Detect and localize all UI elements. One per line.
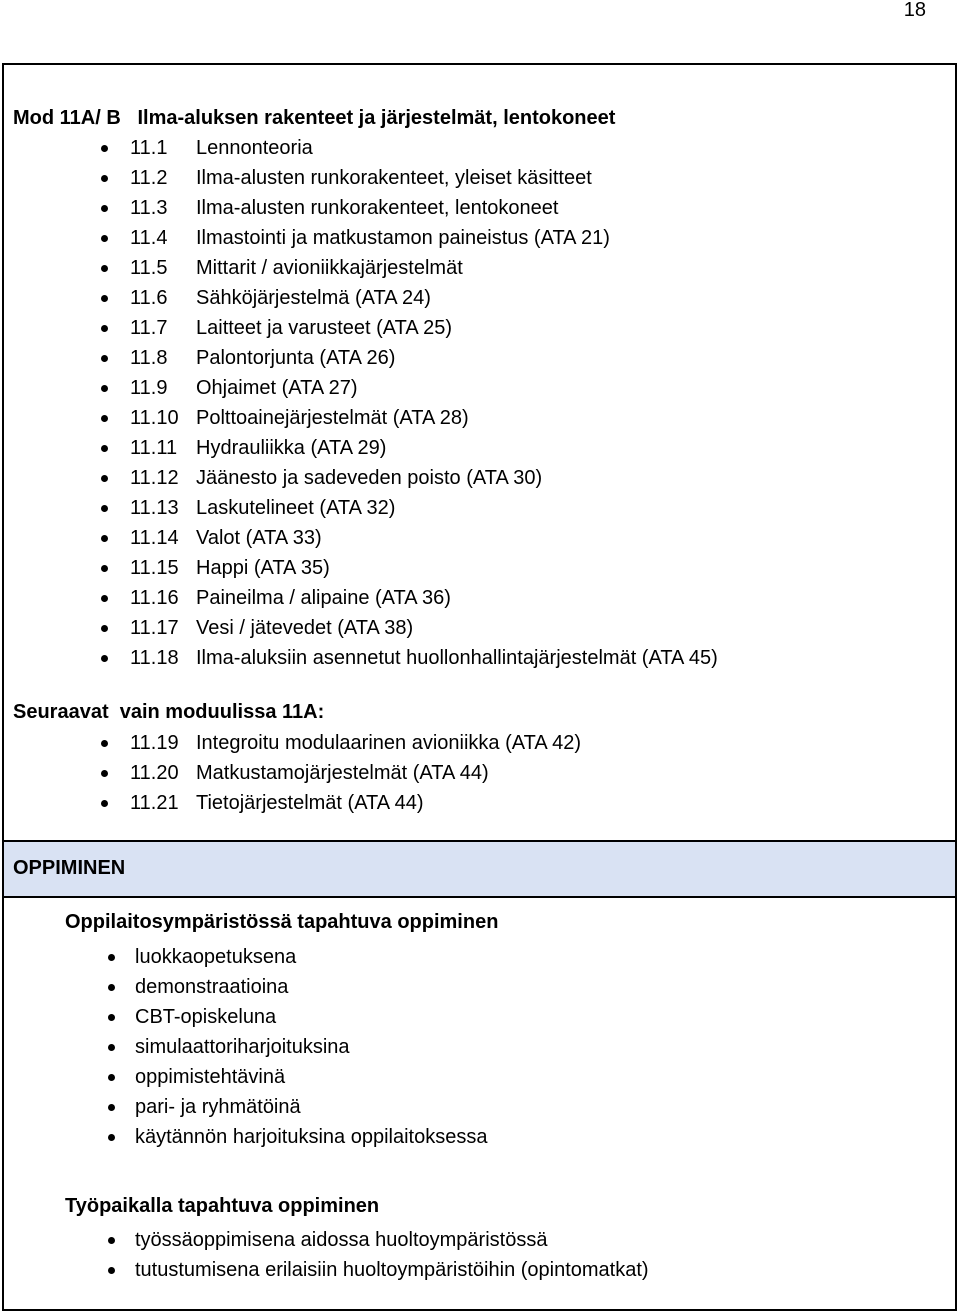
bullet-icon: [108, 1134, 115, 1141]
school-learning-list: [4, 942, 944, 1152]
learning-header-band: [4, 842, 955, 898]
list-item: [4, 223, 944, 253]
list-item: [4, 1032, 944, 1062]
item-text: Sähköjärjestelmä (ATA 24): [196, 287, 431, 309]
item-number: 11.15: [130, 557, 179, 579]
item-text: Ohjaimet (ATA 27): [196, 377, 358, 399]
bullet-icon: [101, 595, 108, 602]
list-item: [4, 1062, 944, 1092]
item-text: Jäänesto ja sadeveden poisto (ATA 30): [196, 467, 543, 489]
list-item: [4, 942, 944, 972]
bullet-icon: [101, 205, 108, 212]
item-text: luokkaopetuksena: [135, 946, 297, 968]
bullet-icon: [101, 535, 108, 542]
list-item: [4, 493, 944, 523]
list-item: [4, 283, 944, 313]
module-topic-list: [4, 133, 944, 673]
list-item: [4, 1225, 944, 1255]
item-number: 11.3: [130, 197, 168, 219]
list-item: [4, 728, 944, 758]
bullet-icon: [101, 235, 108, 242]
item-text: Ilma-alusten runkorakenteet, yleiset käsitteet: [196, 167, 592, 189]
bullet-icon: [108, 984, 115, 991]
module-section: [4, 65, 955, 842]
item-number: 11.10: [130, 407, 179, 429]
item-text: Laskutelineet (ATA 32): [196, 497, 396, 519]
item-number: 11.6: [130, 287, 168, 309]
bullet-icon: [101, 415, 108, 422]
list-item: [4, 463, 944, 493]
item-text: CBT-opiskeluna: [135, 1006, 277, 1028]
learning-title: OPPIMINEN: [13, 857, 126, 879]
item-text: Tietojärjestelmät (ATA 44): [196, 792, 424, 814]
list-item: [4, 553, 944, 583]
item-text: Ilma-aluksiin asennetut huollonhallintajärjestelmät (ATA 45): [196, 647, 718, 669]
bullet-icon: [101, 655, 108, 662]
list-item: [4, 788, 944, 818]
item-number: 11.1: [130, 137, 168, 159]
bullet-icon: [101, 565, 108, 572]
item-number: 11.20: [130, 762, 179, 784]
only-11a-topic-list: [4, 728, 944, 818]
bullet-icon: [101, 475, 108, 482]
bullet-icon: [101, 385, 108, 392]
bullet-icon: [108, 1267, 115, 1274]
item-text: Integroitu modulaarinen avioniikka (ATA 42): [196, 732, 582, 754]
item-number: 11.11: [130, 437, 178, 459]
page-number: 18: [903, 0, 926, 21]
content-frame: [2, 63, 957, 1311]
item-number: 11.14: [130, 527, 179, 549]
bullet-icon: [108, 1074, 115, 1081]
item-text: Lennonteoria: [196, 137, 313, 159]
item-text: Happi (ATA 35): [196, 557, 330, 579]
item-text: demonstraatioina: [135, 976, 289, 998]
bullet-icon: [101, 625, 108, 632]
list-item: [4, 972, 944, 1002]
item-text: tutustumisena erilaisiin huoltoympäristöihin (opintomatkat): [135, 1259, 649, 1281]
list-item: [4, 313, 944, 343]
item-number: 11.7: [130, 317, 168, 339]
item-number: 11.21: [130, 792, 179, 814]
item-text: käytännön harjoituksina oppilaitoksessa: [135, 1126, 488, 1148]
list-item: [4, 373, 944, 403]
item-text: Paineilma / alipaine (ATA 36): [196, 587, 451, 609]
list-item: [4, 758, 944, 788]
workplace-learning-heading: Työpaikalla tapahtuva oppiminen: [65, 1195, 380, 1217]
bullet-icon: [108, 1237, 115, 1244]
list-item: [4, 643, 944, 673]
list-item: [4, 1092, 944, 1122]
item-number: 11.5: [130, 257, 168, 279]
module-title: Mod 11A/ B Ilma-aluksen rakenteet ja järjestelmät, lentokoneet: [13, 107, 616, 129]
item-text: Laitteet ja varusteet (ATA 25): [196, 317, 453, 339]
bullet-icon: [101, 800, 108, 807]
list-item: [4, 583, 944, 613]
item-number: 11.13: [130, 497, 179, 519]
bullet-icon: [101, 145, 108, 152]
item-number: 11.16: [130, 587, 179, 609]
item-text: oppimistehtävinä: [135, 1066, 286, 1088]
list-item: [4, 1002, 944, 1032]
item-number: 11.19: [130, 732, 179, 754]
bullet-icon: [101, 295, 108, 302]
bullet-icon: [108, 1104, 115, 1111]
only-11a-heading: Seuraavat vain moduulissa 11A:: [13, 701, 325, 723]
list-item: [4, 1122, 944, 1152]
item-number: 11.12: [130, 467, 179, 489]
bullet-icon: [101, 175, 108, 182]
list-item: [4, 433, 944, 463]
bullet-icon: [101, 265, 108, 272]
list-item: [4, 193, 944, 223]
bullet-icon: [101, 740, 108, 747]
bullet-icon: [101, 505, 108, 512]
bullet-icon: [101, 325, 108, 332]
item-text: pari- ja ryhmätöinä: [135, 1096, 301, 1118]
list-item: [4, 613, 944, 643]
list-item: [4, 343, 944, 373]
item-text: Valot (ATA 33): [196, 527, 322, 549]
item-text: Mittarit / avioniikkajärjestelmät: [196, 257, 463, 279]
item-number: 11.17: [130, 617, 179, 639]
item-text: työssäoppimisena aidossa huoltoympäristössä: [135, 1229, 548, 1251]
bullet-icon: [101, 445, 108, 452]
bullet-icon: [108, 1044, 115, 1051]
item-text: Palontorjunta (ATA 26): [196, 347, 396, 369]
bullet-icon: [108, 954, 115, 961]
list-item: [4, 523, 944, 553]
item-text: Hydrauliikka (ATA 29): [196, 437, 387, 459]
list-item: [4, 403, 944, 433]
list-item: [4, 133, 944, 163]
bullet-icon: [101, 770, 108, 777]
item-text: Polttoainejärjestelmät (ATA 28): [196, 407, 469, 429]
item-text: simulaattoriharjoituksina: [135, 1036, 350, 1058]
item-text: Ilma-alusten runkorakenteet, lentokoneet: [196, 197, 559, 219]
item-number: 11.2: [130, 167, 168, 189]
item-text: Matkustamojärjestelmät (ATA 44): [196, 762, 489, 784]
item-number: 11.18: [130, 647, 179, 669]
item-number: 11.4: [130, 227, 168, 249]
bullet-icon: [108, 1014, 115, 1021]
school-learning-heading: Oppilaitosympäristössä tapahtuva oppiminen: [65, 911, 499, 933]
list-item: [4, 253, 944, 283]
workplace-learning-list: [4, 1225, 944, 1285]
item-number: 11.8: [130, 347, 168, 369]
list-item: [4, 163, 944, 193]
item-number: 11.9: [130, 377, 168, 399]
item-text: Ilmastointi ja matkustamon paineistus (ATA 21): [196, 227, 610, 249]
list-item: [4, 1255, 944, 1285]
item-text: Vesi / jätevedet (ATA 38): [196, 617, 414, 639]
bullet-icon: [101, 355, 108, 362]
